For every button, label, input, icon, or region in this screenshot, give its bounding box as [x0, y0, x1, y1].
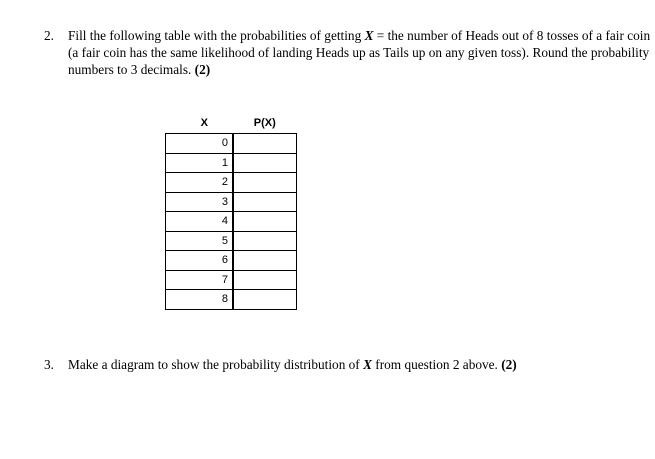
- x-value-cell: 5: [166, 231, 234, 251]
- question-2-number: 2.: [44, 28, 54, 43]
- question-3-marks: (2): [501, 357, 517, 372]
- table-row: [166, 231, 297, 251]
- question-2-marks: (2): [194, 62, 211, 77]
- x-value-cell: 0: [166, 134, 234, 154]
- p-value-cell[interactable]: [233, 231, 297, 251]
- question-3-text-part1: Make a diagram to show the probability distribution of: [68, 357, 364, 372]
- question-3: [44, 356, 655, 373]
- p-value-cell[interactable]: [233, 251, 297, 271]
- question-2-text-part2: = the number of Heads out of 8 tosses of a fair coin (a fair coin has the same likelihood of landing Heads up as Tails up on any given toss). Round the probability numbers to 3 decimals.: [68, 28, 651, 77]
- p-value-cell[interactable]: [233, 192, 297, 212]
- question-3-text-part2: from question 2 above.: [371, 357, 502, 372]
- x-value-cell: 3: [166, 192, 234, 212]
- table-row: [166, 251, 297, 271]
- p-value-cell[interactable]: [233, 134, 297, 154]
- header-x: X: [200, 116, 208, 129]
- x-value-cell: 6: [166, 251, 234, 271]
- header-p: P(X): [253, 116, 276, 129]
- table-row: [166, 270, 297, 290]
- p-value-cell[interactable]: [233, 173, 297, 193]
- question-2-text-part1: Fill the following table with the probabilities of getting: [68, 28, 365, 43]
- x-value-cell: 7: [166, 270, 234, 290]
- question-2: [44, 27, 655, 78]
- table-row: [166, 153, 297, 173]
- question-3-number: 3.: [44, 357, 54, 372]
- x-value-cell: 1: [166, 153, 234, 173]
- x-value-cell: 2: [166, 173, 234, 193]
- question-2-text: [68, 27, 655, 78]
- table-row: [166, 173, 297, 193]
- table-row: [166, 212, 297, 232]
- question-3-variable: X: [363, 357, 372, 372]
- table-header-row: [166, 112, 297, 134]
- table-row: [166, 192, 297, 212]
- x-value-cell: 8: [166, 290, 234, 310]
- probability-table: [165, 112, 297, 310]
- question-3-text: [68, 356, 655, 373]
- p-value-cell[interactable]: [233, 212, 297, 232]
- table-row: [166, 290, 297, 310]
- p-value-cell[interactable]: [233, 290, 297, 310]
- p-value-cell[interactable]: [233, 270, 297, 290]
- x-value-cell: 4: [166, 212, 234, 232]
- question-2-variable: X: [364, 28, 374, 43]
- header-x-cell: [166, 112, 234, 134]
- table-row: [166, 134, 297, 154]
- p-value-cell[interactable]: [233, 153, 297, 173]
- header-p-cell: [233, 112, 297, 134]
